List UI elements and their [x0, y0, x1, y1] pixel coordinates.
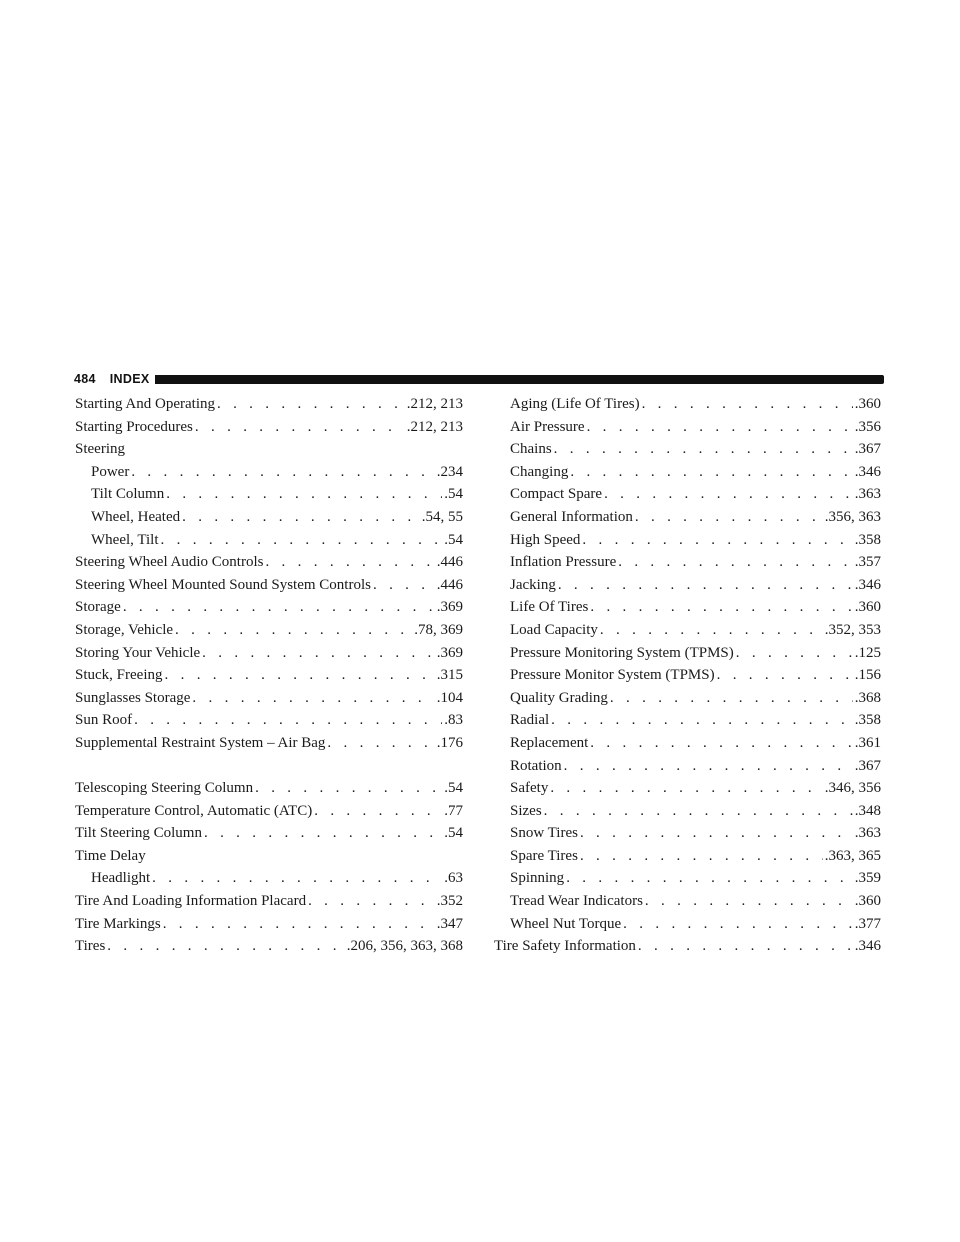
dot-leader — [590, 732, 852, 755]
dot-leader — [182, 506, 420, 529]
dot-leader — [165, 664, 435, 687]
entry-label: Aging (Life Of Tires) — [510, 396, 640, 412]
index-subentry — [75, 461, 463, 484]
entry-pages: .356 — [854, 418, 881, 435]
index-subentry — [494, 664, 881, 687]
index-column-right — [494, 393, 881, 958]
entry-pages: .346 — [854, 463, 881, 480]
entry-pages: .176 — [436, 734, 463, 751]
entry-label: Wheel, Tilt — [91, 531, 159, 548]
entry-pages: .156 — [854, 667, 881, 684]
entry-pages: .446 — [436, 554, 463, 571]
dot-leader — [314, 800, 442, 823]
dot-leader — [544, 800, 853, 823]
entry-label: Chains — [510, 441, 552, 458]
entry-label: Changing — [510, 463, 569, 480]
entry-label: Supplemental Restraint System – Air Bag — [75, 734, 326, 751]
dot-leader — [558, 574, 853, 597]
page-number: 484 — [74, 372, 96, 386]
dot-leader — [736, 642, 853, 665]
dot-leader — [645, 890, 853, 913]
entry-label: Air Pressure — [510, 418, 585, 435]
index-entry — [75, 416, 463, 439]
entry-label: Quality Grading — [510, 689, 608, 706]
entry-label: Storing Your Vehicle — [75, 644, 201, 661]
entry-label: Power — [91, 463, 130, 480]
dot-leader — [204, 822, 442, 845]
dot-leader — [600, 619, 823, 642]
dot-leader — [152, 867, 442, 890]
entry-label: Tire And Loading Information Placard — [75, 893, 307, 910]
entry-pages: .125 — [854, 644, 881, 661]
dot-leader — [554, 438, 853, 461]
dot-leader — [131, 461, 434, 484]
index-subentry — [494, 574, 881, 597]
index-subentry — [494, 619, 881, 642]
index-entry — [75, 574, 463, 597]
entry-label: Storage, Vehicle — [75, 621, 174, 638]
entry-label: Telescoping Steering Column — [75, 780, 254, 797]
entry-label: Headlight — [91, 870, 151, 887]
dot-leader — [618, 551, 853, 574]
entry-label: Snow Tires — [510, 825, 578, 842]
index-subentry — [494, 867, 881, 890]
index-subentry — [494, 416, 881, 439]
index-entry — [75, 913, 463, 936]
entry-label: Sun Roof — [75, 712, 133, 729]
entry-label: Starting And Operating — [75, 396, 215, 412]
entry-pages: .346, 356 — [824, 780, 881, 797]
entry-label: Spare Tires — [510, 847, 578, 864]
dot-leader — [123, 596, 435, 619]
entry-pages: .369 — [436, 599, 463, 616]
index-entry — [75, 732, 463, 755]
index-entry — [75, 619, 463, 642]
entry-pages: .360 — [854, 396, 881, 412]
entry-pages: .346 — [854, 938, 881, 955]
entry-pages: .63 — [444, 870, 463, 887]
index-subentry — [494, 438, 881, 461]
dot-leader — [192, 687, 434, 710]
entry-pages: .212, 213 — [406, 396, 463, 412]
entry-pages: .367 — [854, 757, 881, 774]
dot-leader — [717, 664, 853, 687]
dot-leader — [623, 913, 853, 936]
entry-pages: .358 — [854, 712, 881, 729]
entry-label: Tires — [75, 938, 106, 955]
entry-pages: .104 — [436, 689, 463, 706]
entry-pages: .54 — [444, 486, 463, 503]
dot-leader — [638, 935, 853, 958]
index-heading: Steering — [75, 441, 125, 458]
entry-pages: .54 — [444, 531, 463, 548]
index-subentry — [75, 867, 463, 890]
entry-pages: .446 — [436, 576, 463, 593]
index-entry — [75, 890, 463, 913]
dot-leader — [590, 596, 852, 619]
index-entry — [75, 393, 463, 416]
index-subentry — [494, 845, 881, 868]
dot-leader — [373, 574, 435, 597]
dot-leader — [566, 867, 853, 890]
header-rule — [155, 375, 884, 384]
page-header — [74, 372, 884, 386]
entry-label: Replacement — [510, 734, 589, 751]
entry-label: Sizes — [510, 802, 542, 819]
index-entry — [494, 935, 881, 958]
index-subentry — [494, 596, 881, 619]
index-entry — [75, 800, 463, 823]
entry-label: Sunglasses Storage — [75, 689, 191, 706]
index-subentry — [494, 551, 881, 574]
dot-leader — [265, 551, 434, 574]
entry-pages: .363 — [854, 486, 881, 503]
index-subentry — [494, 913, 881, 936]
dot-leader — [610, 687, 853, 710]
entry-label: Stuck, Freeing — [75, 667, 163, 684]
index-subentry — [494, 732, 881, 755]
entry-pages: .212, 213 — [406, 418, 463, 435]
index-subentry — [494, 529, 881, 552]
dot-leader — [166, 483, 442, 506]
dot-leader — [550, 777, 822, 800]
entry-pages: .234 — [436, 463, 463, 480]
entry-label: Temperature Control, Automatic (ATC) — [75, 802, 313, 819]
dot-leader — [195, 416, 405, 439]
entry-pages: .206, 356, 363, 368 — [346, 938, 463, 955]
index-entry — [75, 777, 463, 800]
entry-pages: .77 — [444, 802, 463, 819]
dot-leader — [134, 709, 442, 732]
index-entry — [75, 822, 463, 845]
dot-leader — [327, 732, 434, 755]
dot-leader — [580, 822, 853, 845]
entry-label: Life Of Tires — [510, 599, 589, 616]
entry-label: Steering Wheel Mounted Sound System Controls — [75, 576, 371, 593]
entry-label: Rotation — [510, 757, 562, 774]
entry-label: Steering Wheel Audio Controls — [75, 554, 264, 571]
dot-leader — [163, 913, 435, 936]
entry-pages: .54 — [444, 825, 463, 842]
dot-leader — [255, 777, 442, 800]
index-subentry — [494, 800, 881, 823]
entry-pages: .358 — [854, 531, 881, 548]
index-subentry — [494, 777, 881, 800]
dot-leader — [202, 642, 435, 665]
index-heading: Time Delay — [75, 847, 146, 864]
entry-pages: .352, 353 — [824, 621, 881, 638]
entry-label: Tire Markings — [75, 915, 161, 932]
index-subentry — [494, 687, 881, 710]
entry-pages: .361 — [854, 734, 881, 751]
entry-label: Load Capacity — [510, 621, 598, 638]
entry-pages: .348 — [854, 802, 881, 819]
index-entry — [75, 664, 463, 687]
dot-leader — [604, 483, 853, 506]
entry-pages: .54, 55 — [421, 508, 463, 525]
dot-leader — [551, 709, 853, 732]
entry-pages: .368 — [854, 689, 881, 706]
entry-label: Tread Wear Indicators — [510, 893, 643, 910]
entry-label: High Speed — [510, 531, 581, 548]
entry-label: Compact Spare — [510, 486, 603, 503]
entry-pages: .83 — [444, 712, 463, 729]
entry-label: Safety — [510, 780, 549, 797]
dot-leader — [107, 935, 344, 958]
entry-label: Storage — [75, 599, 121, 616]
index-entry — [75, 596, 463, 619]
entry-label: Spinning — [510, 870, 565, 887]
entry-pages: .377 — [854, 915, 881, 932]
index-subentry — [494, 393, 881, 416]
entry-label: General Information — [510, 508, 633, 525]
index-entry — [75, 935, 463, 958]
entry-label: Inflation Pressure — [510, 554, 617, 571]
index-subentry — [494, 642, 881, 665]
dot-leader — [564, 755, 853, 778]
entry-pages: .367 — [854, 441, 881, 458]
entry-pages: .363 — [854, 825, 881, 842]
dot-leader — [635, 506, 823, 529]
entry-pages: .359 — [854, 870, 881, 887]
entry-label: Wheel, Heated — [91, 508, 181, 525]
entry-pages: .356, 363 — [824, 508, 881, 525]
dot-leader — [570, 461, 852, 484]
entry-pages: .54 — [444, 780, 463, 797]
entry-label: Tire Safety Information — [494, 938, 636, 955]
entry-pages: .363, 365 — [824, 847, 881, 864]
index-subentry — [494, 755, 881, 778]
index-subentry — [494, 483, 881, 506]
entry-label: Radial — [510, 712, 550, 729]
entry-pages: .315 — [436, 667, 463, 684]
index-entry — [75, 687, 463, 710]
index-subentry — [494, 709, 881, 732]
index-subentry — [75, 483, 463, 506]
dot-leader — [175, 619, 412, 642]
dot-leader — [217, 393, 405, 416]
entry-label: Starting Procedures — [75, 418, 193, 435]
index-subentry — [494, 822, 881, 845]
dot-leader — [308, 890, 435, 913]
entry-pages: .369 — [436, 644, 463, 661]
index-column-left — [75, 393, 463, 958]
index-entry — [75, 551, 463, 574]
entry-pages: .360 — [854, 599, 881, 616]
entry-label: Wheel Nut Torque — [510, 915, 622, 932]
entry-label: Jacking — [510, 576, 556, 593]
index-entry — [75, 642, 463, 665]
dot-leader — [580, 845, 823, 868]
entry-pages: .352 — [436, 893, 463, 910]
entry-pages: .360 — [854, 893, 881, 910]
index-subentry — [494, 890, 881, 913]
entry-label: Tilt Column — [91, 486, 165, 503]
dot-leader — [642, 393, 853, 416]
entry-pages: .347 — [436, 915, 463, 932]
entry-label: Tilt Steering Column — [75, 825, 202, 842]
index-subentry — [494, 461, 881, 484]
entry-pages: .346 — [854, 576, 881, 593]
section-title: INDEX — [109, 372, 150, 386]
index-subentry — [494, 506, 881, 529]
entry-label: Pressure Monitoring System (TPMS) — [510, 644, 734, 661]
entry-label: Pressure Monitor System (TPMS) — [510, 667, 715, 684]
entry-spacer — [75, 755, 463, 778]
dot-leader — [161, 529, 443, 552]
index-subentry — [75, 506, 463, 529]
index-subentry — [75, 529, 463, 552]
entry-pages: .357 — [854, 554, 881, 571]
dot-leader — [582, 529, 852, 552]
index-entry — [75, 709, 463, 732]
dot-leader — [587, 416, 853, 439]
entry-pages: .78, 369 — [414, 621, 463, 638]
